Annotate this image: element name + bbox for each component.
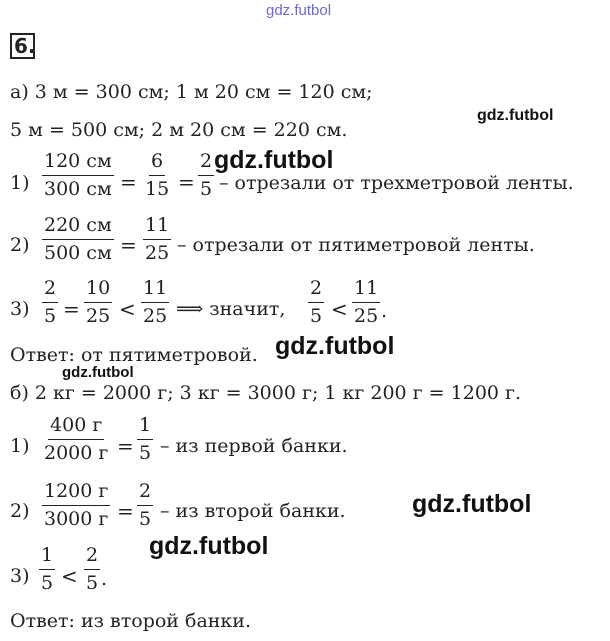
part-b-line-1: б) 2 кг = 2000 г; 3 кг = 3000 г; 1 кг 200 г = 1200 г. [10, 382, 522, 404]
period: . [381, 300, 388, 322]
fraction-denominator: 5 [139, 442, 152, 464]
fraction-denominator: 5 [200, 178, 213, 200]
fraction [198, 151, 214, 200]
fraction [137, 415, 153, 464]
fraction-numerator: 1 [39, 545, 55, 570]
fraction [39, 545, 55, 594]
fraction [141, 278, 169, 327]
implies-text: ⟹ значит, [176, 298, 286, 320]
step-prefix: 2) [10, 234, 30, 256]
fraction-denominator: 5 [41, 572, 54, 594]
step-text: – из первой банки. [160, 435, 348, 457]
fraction-numerator: 220 см [42, 215, 114, 240]
watermark: gdz.futbol [214, 146, 334, 174]
fraction-denominator: 15 [145, 178, 170, 200]
watermark: gdz.futbol [477, 107, 554, 124]
watermark: gdz.futbol [266, 2, 332, 19]
less-than-sign: < [61, 564, 78, 588]
fraction [42, 278, 58, 327]
fraction-numerator: 11 [141, 278, 169, 303]
fraction-denominator: 2000 г [44, 442, 109, 464]
fraction-numerator: 2 [42, 278, 58, 303]
fraction [42, 415, 110, 464]
period: . [101, 568, 108, 590]
fraction-denominator: 25 [145, 242, 170, 264]
task-number: 6. [14, 34, 36, 58]
fraction [143, 215, 171, 264]
fraction-denominator: 300 см [44, 178, 112, 200]
watermark: gdz.futbol [62, 364, 134, 381]
answer-b: Ответ: из второй банки. [10, 610, 252, 632]
fraction-numerator: 6 [149, 151, 165, 176]
step-prefix: 2) [10, 500, 30, 522]
fraction [42, 215, 114, 264]
answer-a: Ответ: от пятиметровой. [10, 344, 258, 366]
fraction [308, 278, 324, 327]
step-prefix: 1) [10, 172, 30, 194]
fraction [42, 481, 110, 530]
step-prefix: 3) [10, 565, 30, 587]
fraction [352, 278, 380, 327]
less-than-sign: < [119, 297, 136, 321]
equals-sign: = [63, 297, 80, 321]
watermark: gdz.futbol [275, 332, 395, 360]
equals-sign: = [178, 170, 195, 194]
part-a-line-1: а) 3 м = 300 см; 1 м 20 см = 120 см; [10, 81, 373, 103]
fraction-denominator: 25 [86, 305, 111, 327]
fraction-denominator: 500 см [44, 242, 112, 264]
watermark: gdz.futbol [412, 490, 532, 518]
watermark: gdz.futbol [149, 532, 269, 560]
fraction-numerator: 2 [84, 545, 100, 570]
fraction-numerator: 400 г [48, 415, 104, 440]
fraction [84, 545, 100, 594]
fraction-denominator: 25 [354, 305, 379, 327]
fraction-numerator: 120 см [42, 151, 114, 176]
fraction-numerator: 1 [137, 415, 153, 440]
fraction-denominator: 25 [143, 305, 168, 327]
fraction-denominator: 5 [139, 508, 152, 530]
equals-sign: = [120, 170, 137, 194]
equals-sign: = [117, 434, 134, 458]
fraction-numerator: 2 [137, 481, 153, 506]
step-text: – из второй банки. [160, 500, 346, 522]
step-text: – отрезали от пятиметровой ленты. [177, 234, 535, 256]
fraction [143, 151, 171, 200]
step-prefix: 1) [10, 435, 30, 457]
fraction-numerator: 1200 г [42, 481, 110, 506]
part-a-line-2: 5 м = 500 см; 2 м 20 см = 220 см. [10, 119, 348, 141]
fraction-denominator: 5 [86, 572, 99, 594]
fraction-numerator: 2 [308, 278, 324, 303]
fraction-numerator: 11 [143, 215, 171, 240]
equals-sign: = [117, 499, 134, 523]
fraction [137, 481, 153, 530]
step-prefix: 3) [10, 298, 30, 320]
fraction-numerator: 2 [198, 151, 214, 176]
fraction-numerator: 10 [84, 278, 112, 303]
fraction [42, 151, 114, 200]
less-than-sign: < [331, 297, 348, 321]
fraction-numerator: 11 [352, 278, 380, 303]
fraction [84, 278, 112, 327]
step-text: – отрезали от трехметровой ленты. [219, 172, 574, 194]
equals-sign: = [120, 233, 137, 257]
fraction-denominator: 5 [44, 305, 57, 327]
fraction-denominator: 5 [310, 305, 323, 327]
fraction-denominator: 3000 г [44, 508, 109, 530]
